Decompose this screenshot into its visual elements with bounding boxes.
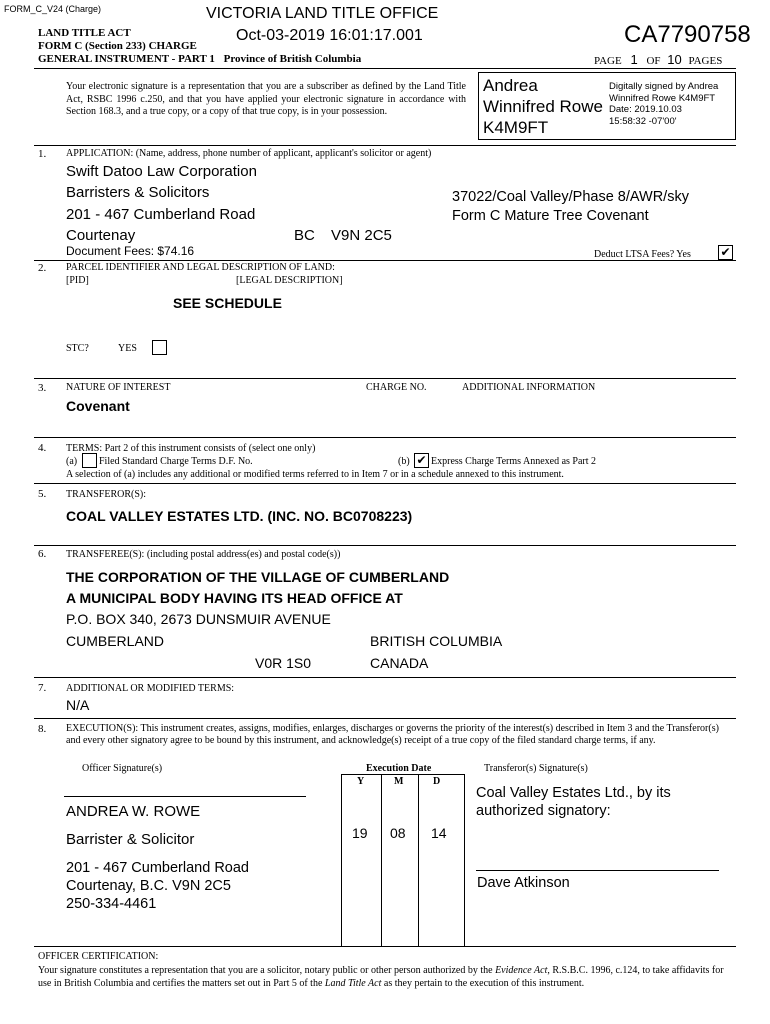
office-name: VICTORIA LAND TITLE OFFICE xyxy=(206,5,439,22)
officer-address-2: Courtenay, B.C. V9N 2C5 xyxy=(66,878,231,894)
stc-checkbox[interactable] xyxy=(152,340,167,355)
terms-option-b-text: Express Charge Terms Annexed as Part 2 xyxy=(431,456,597,467)
general-instrument-label: GENERAL INSTRUMENT - PART 1 xyxy=(38,53,215,65)
signature-detail-3: Date: 2019.10.03 xyxy=(609,104,682,115)
applicant-city: Courtenay xyxy=(66,227,136,244)
signature-details xyxy=(609,81,718,127)
transferor-signature-line xyxy=(476,870,719,871)
terms-option-a-text: Filed Standard Charge Terms D.F. No. xyxy=(99,456,253,467)
item7-top-rule xyxy=(34,677,736,678)
act-title: LAND TITLE ACT xyxy=(38,27,131,39)
execution-text: EXECUTION(S): This instrument creates, assigns, modifies, enlarges, discharges or governs the priority of the interest(s) described in Item 3 and the Transferor(s) and every other signatory agree to be bound by this instrument, and acknowledge(s) receipt of a true copy of the filed standard charge terms, if any. xyxy=(66,723,719,746)
nature-of-interest-label: NATURE OF INTEREST xyxy=(66,382,171,393)
applicant-postal-code: V9N 2C5 xyxy=(331,227,392,244)
see-schedule: SEE SCHEDULE xyxy=(173,295,282,311)
form-code: FORM_C_V24 (Charge) xyxy=(4,4,102,14)
execution-year: 19 xyxy=(352,825,368,841)
transferee-city: CUMBERLAND xyxy=(66,633,165,649)
item2-top-rule xyxy=(34,260,736,261)
page-total: 10 xyxy=(667,52,682,67)
certification-text xyxy=(38,964,736,990)
execution-day: 14 xyxy=(431,825,447,841)
terms-note: A selection of (a) includes any additional or modified terms referred to in Item 7 or in a schedule annexed to this instrument. xyxy=(66,469,564,480)
execution-month: 08 xyxy=(390,825,406,841)
transferor-label: TRANSFEROR(S): xyxy=(66,489,147,500)
terms-option-a-checkbox[interactable] xyxy=(82,453,97,468)
client-reference: 37022/Coal Valley/Phase 8/AWR/sky xyxy=(452,189,689,205)
terms-option-b-prefix: (b) xyxy=(398,456,410,467)
date-month-header: M xyxy=(394,776,404,787)
item1-top-rule xyxy=(34,145,736,146)
transferee-province: BRITISH COLUMBIA xyxy=(370,633,503,649)
item4-top-rule xyxy=(34,437,736,438)
transferee-label: TRANSFEREE(S): (including postal address(es) and postal code(s)) xyxy=(66,549,341,560)
province-label: Province of British Columbia xyxy=(223,53,362,65)
certification-text-1: Your signature constitutes a representation that you are a solicitor, notary public or other person authorized by the xyxy=(38,965,496,976)
signer-name-1: Andrea xyxy=(483,76,538,95)
additional-info-label: ADDITIONAL INFORMATION xyxy=(462,382,596,393)
transferor-signatory-line-1: Coal Valley Estates Ltd., by its xyxy=(476,785,671,801)
item5-number: 5. xyxy=(38,488,47,500)
pid-label: [PID] xyxy=(66,275,89,286)
charge-no-label: CHARGE NO. xyxy=(366,382,427,393)
officer-title: Barrister & Solicitor xyxy=(66,831,195,848)
signature-notice: Your electronic signature is a representation that you are a subscriber as defined by the Land Title Act, RSBC 1996 c.250, and that you have applied your electronic signature in accordance with Section 168.3, and a true copy, or a copy of that true copy, is in your possession. xyxy=(66,81,466,117)
document-number: CA7790758 xyxy=(624,21,751,48)
applicant-firm: Swift Datoo Law Corporation xyxy=(66,163,257,180)
page-label: PAGE xyxy=(594,55,622,67)
stc-label: STC? xyxy=(66,343,89,354)
terms-label: TERMS: Part 2 of this instrument consists of (select one only) xyxy=(66,443,316,454)
transferor-signatory-line-2: authorized signatory: xyxy=(476,803,611,819)
signer-name-3: K4M9FT xyxy=(483,118,549,137)
officer-signature-line xyxy=(64,796,306,797)
digital-signature-box xyxy=(478,72,736,140)
page-number: 1 xyxy=(630,52,638,67)
date-day-header: D xyxy=(433,776,441,787)
transferee-country: CANADA xyxy=(370,655,429,671)
form-title: FORM C (Section 233) CHARGE xyxy=(38,40,197,52)
certification-text-3: as they pertain to the execution of this instrument. xyxy=(381,978,585,989)
item4-number: 4. xyxy=(38,442,47,454)
officer-phone: 250-334-4461 xyxy=(66,896,157,912)
nature-of-interest-value: Covenant xyxy=(66,398,130,414)
transferor-value: COAL VALLEY ESTATES LTD. (INC. NO. BC0708223) xyxy=(66,508,413,524)
item6-number: 6. xyxy=(38,548,47,560)
transferor-signature-label: Transferor(s) Signature(s) xyxy=(484,763,588,774)
certification-title: OFFICER CERTIFICATION: xyxy=(38,951,159,962)
date-year-header: Y xyxy=(357,776,365,787)
header-rule xyxy=(34,68,736,69)
general-instrument xyxy=(38,53,361,66)
terms-option-b-checkbox[interactable]: ✔ xyxy=(414,453,429,468)
transferee-line-2: A MUNICIPAL BODY HAVING ITS HEAD OFFICE AT xyxy=(66,590,403,606)
applicant-firm-type: Barristers & Solicitors xyxy=(66,184,210,201)
signature-detail-2: Winnifred Rowe K4M9FT xyxy=(609,92,716,104)
document-fees: Document Fees: $74.16 xyxy=(66,244,195,258)
officer-signature-label: Officer Signature(s) xyxy=(82,763,163,774)
officer-name: ANDREA W. ROWE xyxy=(66,803,201,820)
applicant-address: 201 - 467 Cumberland Road xyxy=(66,206,256,223)
additional-terms-label: ADDITIONAL OR MODIFIED TERMS: xyxy=(66,683,235,694)
item8-number: 8. xyxy=(38,723,47,735)
signatory-name: Dave Atkinson xyxy=(477,875,570,891)
of-label: OF xyxy=(646,55,661,67)
deduct-fees-label: Deduct LTSA Fees? Yes xyxy=(594,249,691,260)
additional-terms-value: N/A xyxy=(66,697,90,713)
item2-label: PARCEL IDENTIFIER AND LEGAL DESCRIPTION OF LAND: xyxy=(66,262,335,273)
filing-timestamp: Oct-03-2019 16:01:17.001 xyxy=(236,27,423,44)
item5-top-rule xyxy=(34,483,736,484)
item6-top-rule xyxy=(34,545,736,546)
transferee-postal-code: V0R 1S0 xyxy=(255,655,312,671)
signer-name-2: Winnifred Rowe xyxy=(483,97,603,116)
applicant-province: BC xyxy=(294,227,315,244)
terms-option-a-prefix: (a) xyxy=(66,456,78,467)
stc-yes-label: YES xyxy=(118,343,137,354)
signature-detail-1: Digitally signed by Andrea xyxy=(609,81,719,92)
certification-text-2: , R.S.B.C. 1996, c.124, to take affidavits for use in British Columbia and certifies the matters set out in Part 5 of the xyxy=(38,965,724,989)
item2-number: 2. xyxy=(38,262,47,274)
land-title-act: Land Title Act xyxy=(324,978,382,989)
date-table-rule-2 xyxy=(418,774,419,946)
pages-label: PAGES xyxy=(688,55,723,67)
date-table-rule-1 xyxy=(381,774,382,946)
certification-top-rule xyxy=(34,946,736,947)
deduct-fees-checkbox[interactable]: ✔ xyxy=(718,245,733,260)
date-table-top-rule xyxy=(341,774,465,775)
item1-label: APPLICATION: (Name, address, phone number of applicant, applicant's solicitor or agent) xyxy=(66,148,432,159)
transferee-address: P.O. BOX 340, 2673 DUNSMUIR AVENUE xyxy=(66,611,331,627)
execution-date-label: Execution Date xyxy=(366,763,432,774)
officer-address-1: 201 - 467 Cumberland Road xyxy=(66,860,249,876)
evidence-act: Evidence Act xyxy=(495,965,548,976)
item3-number: 3. xyxy=(38,382,47,394)
date-table-left-rule xyxy=(341,774,342,946)
legal-description-label: [LEGAL DESCRIPTION] xyxy=(236,275,343,286)
page-indicator xyxy=(594,53,722,68)
item7-number: 7. xyxy=(38,682,47,694)
item3-top-rule xyxy=(34,378,736,379)
client-reference-2: Form C Mature Tree Covenant xyxy=(452,208,649,224)
item1-number: 1. xyxy=(38,148,47,160)
signature-detail-4: 15:58:32 -07'00' xyxy=(609,115,677,127)
transferee-line-1: THE CORPORATION OF THE VILLAGE OF CUMBERLAND xyxy=(66,569,450,585)
item8-top-rule xyxy=(34,718,736,719)
date-table-right-rule xyxy=(464,774,465,946)
